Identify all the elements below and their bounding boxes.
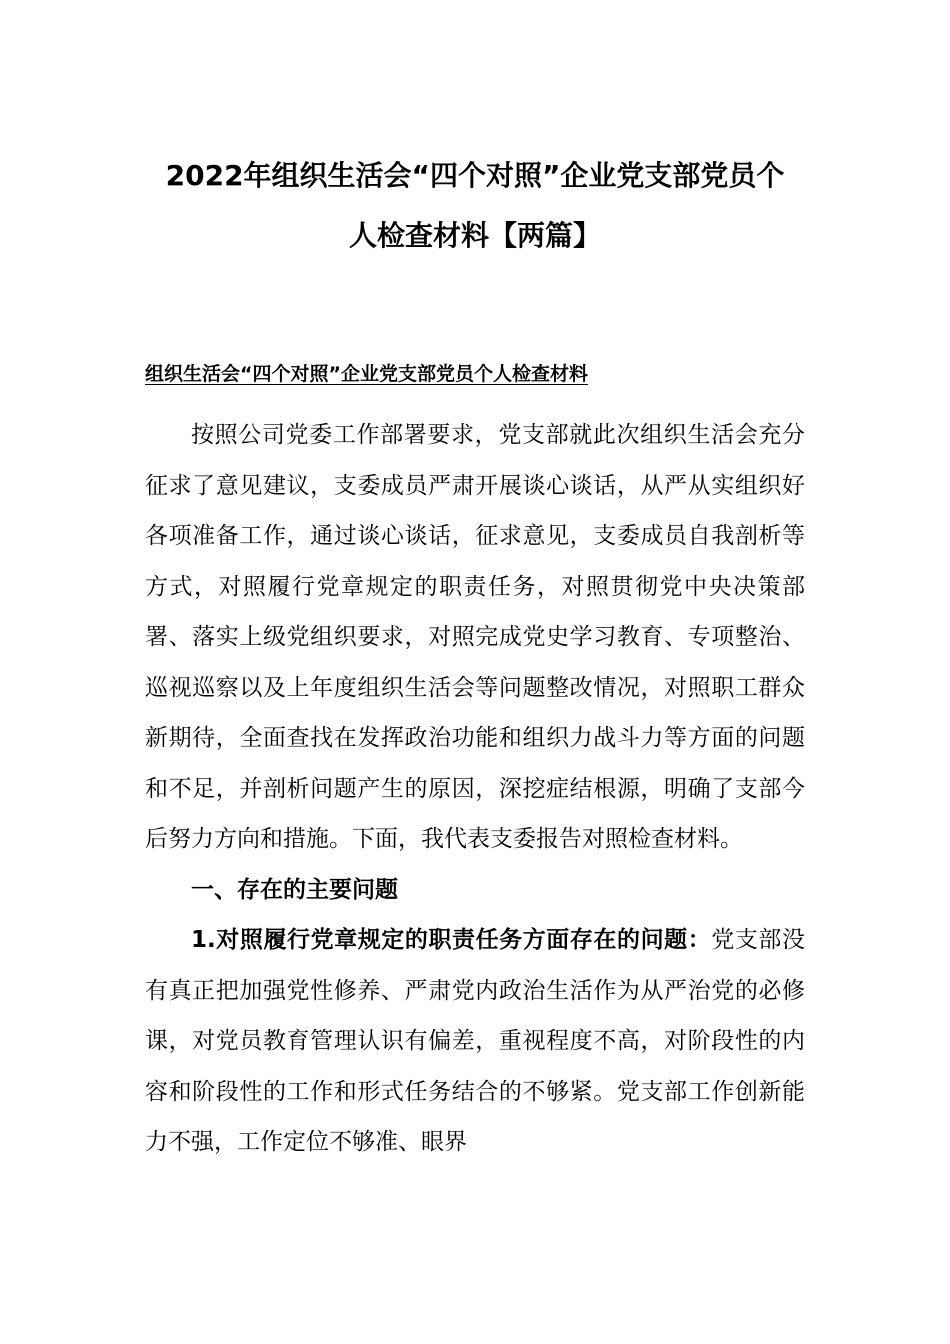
document-title-line-1: 2022年组织生活会“四个对照”企业党支部党员个: [165, 159, 785, 192]
section-subtitle: 组织生活会“四个对照”企业党支部党员个人检查材料: [145, 363, 588, 385]
item-1-paragraph: [145, 915, 805, 1168]
document-title-line-2: 人检查材料【两篇】: [348, 219, 601, 252]
section-heading-main-problems: 一、存在的主要问题: [191, 876, 398, 903]
document-body: [145, 410, 805, 1168]
item-1-text: 党支部没有真正把加强党性修养、严肃党内政治生活作为从严治党的必修课，对党员教育管理认识有偏差，重视程度不高，对阶段性的内容和阶段性的工作和形式任务结合的不够紧。党支部工作创新能力不强，工作定位不够准、眼界: [145, 927, 805, 1155]
document-title: [120, 146, 830, 266]
intro-paragraph: 按照公司党委工作部署要求，党支部就此次组织生活会充分征求了意见建议，支委成员严肃开展谈心谈话，从严从实组织好各项准备工作，通过谈心谈话，征求意见，支委成员自我剖析等方式，对照履行党章规定的职责任务，对照贯彻党中央决策部署、落实上级党组织要求，对照完成党史学习教育、专项整治、巡视巡察以及上年度组织生活会等问题整改情况，对照职工群众新期待，全面查找在发挥政治功能和组织力战斗力等方面的问题和不足，并剖析问题产生的原因，深挖症结根源，明确了支部今后努力方向和措施。下面，我代表支委报告对照检查材料。: [145, 422, 805, 852]
item-1-heading: 1.对照履行党章规定的职责任务方面存在的问题：: [191, 927, 712, 953]
